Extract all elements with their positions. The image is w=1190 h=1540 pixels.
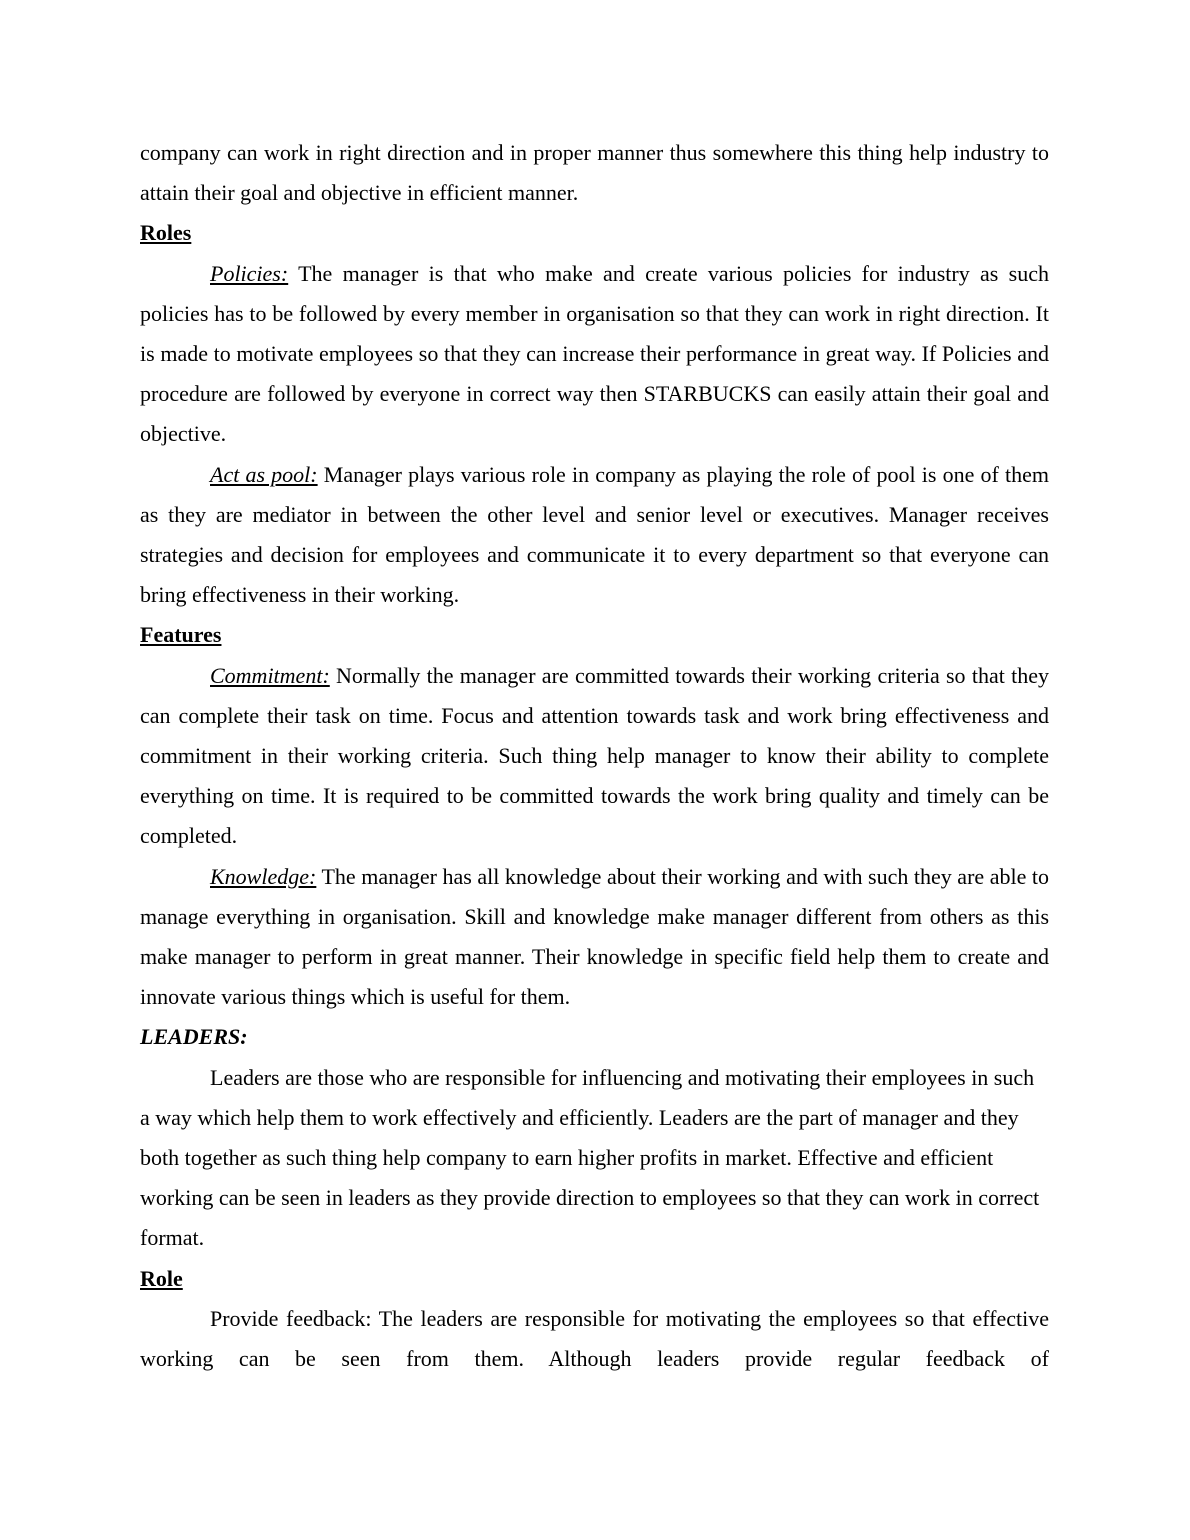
roles-policies-paragraph: [140, 254, 1049, 455]
features-heading: Features: [140, 622, 222, 648]
commitment-text: Normally the manager are committed towards their working criteria so that they can complete their task on time. Focus and attention towards task and work bring effectiveness and commitment in their working criteria. Such thing help manager to know their ability to complete everything on time. It is required to be committed towards the work bring quality and timely can be completed.: [140, 662, 1049, 849]
commitment-term: Commitment:: [210, 662, 330, 688]
role-heading: Role: [140, 1265, 183, 1291]
features-commitment-paragraph: [140, 656, 1049, 857]
features-knowledge-paragraph: [140, 857, 1049, 1018]
act-as-pool-text: Manager plays various role in company as playing the role of pool is one of them as they are mediator in between the other level and senior level or executives. Manager receives strategies and decision for employees and communicate it to every department so that everyone can bring effectiveness in their working.: [140, 461, 1049, 608]
knowledge-term: Knowledge:: [210, 863, 317, 889]
leaders-paragraph: Leaders are those who are responsible for influencing and motivating their employees in such a way which help them to work effectively and efficiently. Leaders are the part of manager and they both together as such thing help company to earn higher profits in market. Effective and efficient working can be seen in leaders as they provide direction to employees so that they can work in correct format.: [140, 1064, 1040, 1251]
document-page: [140, 133, 1049, 1379]
intro-paragraph: company can work in right direction and in proper manner thus somewhere this thing help industry to attain their goal and objective in efficient manner.: [140, 140, 1049, 206]
policies-text: The manager is that who make and create various policies for industry as such policies has to be followed by every member in organisation so that they can work in right direction. It is made to motivate employees so that they can increase their performance in great way. If Policies and procedure are followed by everyone in correct way then STARBUCKS can easily attain their goal and objective.: [140, 260, 1049, 447]
act-as-pool-term: Act as pool:: [210, 461, 318, 487]
role-feedback-paragraph: Provide feedback: The leaders are responsible for motivating the employees so that effective working can be seen from them. Although leaders provide regular feedback of: [140, 1305, 1049, 1372]
knowledge-text: The manager has all knowledge about their working and with such they are able to manage everything in organisation. Skill and knowledge make manager different from others as this make manager to perform in great manner. Their knowledge in specific field help them to create and innovate various things which is useful for them.: [140, 863, 1049, 1010]
roles-pool-paragraph: [140, 455, 1049, 616]
policies-term: Policies:: [210, 260, 289, 286]
roles-heading: Roles: [140, 220, 192, 246]
leaders-heading: LEADERS:: [140, 1024, 248, 1050]
